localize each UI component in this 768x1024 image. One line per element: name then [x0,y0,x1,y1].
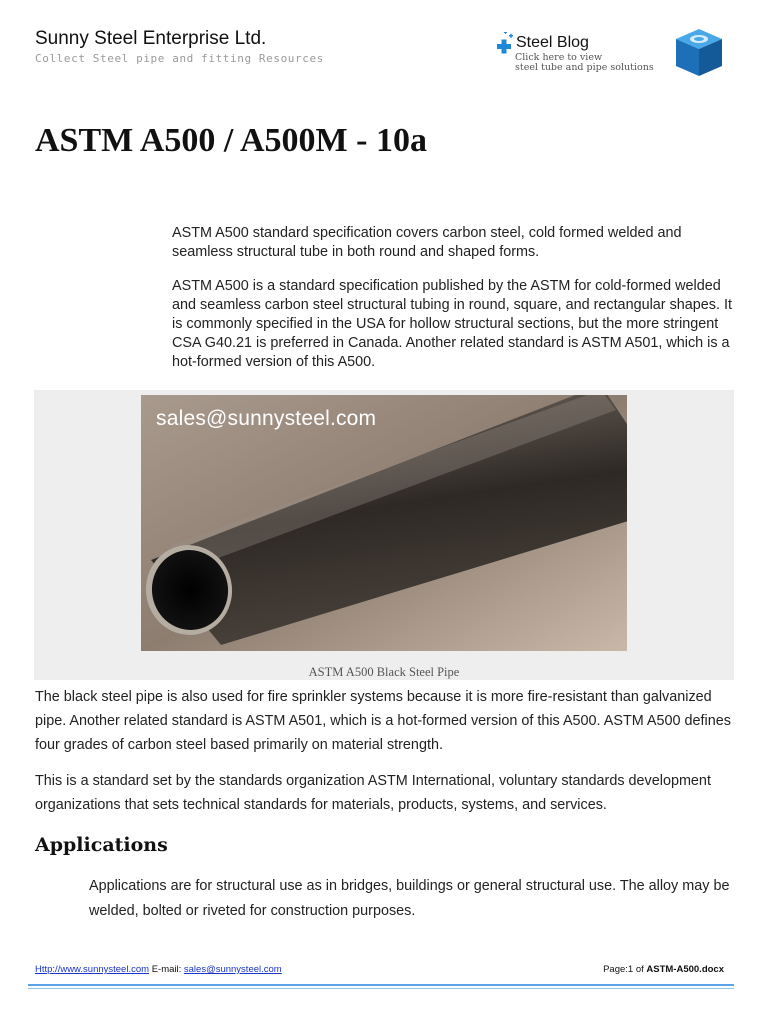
company-name: Sunny Steel Enterprise Ltd. [35,28,267,49]
file-name: ASTM-A500.docx [646,964,724,975]
body-paragraph-2: This is a standard set by the standards organization ASTM International, voluntary standards development organizations that sets technical standards for materials, products, systems, and services. [35,773,711,813]
steel-blog-subtitle-line1: Click here to view [515,52,603,63]
body-paragraph-1: The black steel pipe is also used for fire sprinkler systems because it is more fire-resistant than galvanized pipe. Another related standard is ASTM A501, which is a hot-formed version of this A500. ASTM A500 defines four grades of carbon steel based primarily on material strength. [35,689,731,753]
steel-blog-subtitle [515,53,654,73]
website-link[interactable]: Http://www.sunnysteel.com [35,964,150,975]
footer-page-info [480,964,724,975]
applications-paragraph: Applications are for structural use as in bridges, buildings or general structural use. The alloy may be welded, bolted or riveted for construction purposes. [89,878,730,919]
page-number: Page:1 of [603,964,644,975]
pipe-figure [34,390,734,680]
footer-rule [28,984,734,986]
steel-blog-subtitle-line2: steel tube and pipe solutions [515,62,654,73]
blue-cube-icon [673,26,725,78]
intro-section [172,224,737,387]
document-title: ASTM A500 / A500M - 10a [35,122,427,159]
applications-heading: Applications [35,834,168,856]
intro-paragraph-2: ASTM A500 is a standard specification published by the ASTM for cold-formed welded and seamless carbon steel structural tubing in round, square, and rectangular shapes. It is commonly specified in the USA for hollow structural sections, but the more stringent CSA G40.21 is preferred in Canada. Another related standard is ASTM A501, which is a hot-formed version of this A500. [172,278,732,370]
company-tagline: Collect Steel pipe and fitting Resources [35,52,324,65]
plus-icon [490,32,516,58]
footer-rule-thin [28,988,734,989]
steel-blog-title: Steel Blog [516,34,589,51]
watermark-email: sales@sunnysteel.com [156,407,377,430]
email-link[interactable]: sales@sunnysteel.com [183,964,282,975]
intro-paragraph-1: ASTM A500 standard specification covers carbon steel, cold formed welded and seamless structural tube in both round and shaped forms. [172,225,682,260]
black-steel-pipe-photo [141,395,627,651]
email-label: E-mail: [151,964,182,975]
footer-contact [35,964,282,975]
figure-caption: ASTM A500 Black Steel Pipe [308,665,460,679]
steel-blog-banner[interactable] [488,26,728,80]
